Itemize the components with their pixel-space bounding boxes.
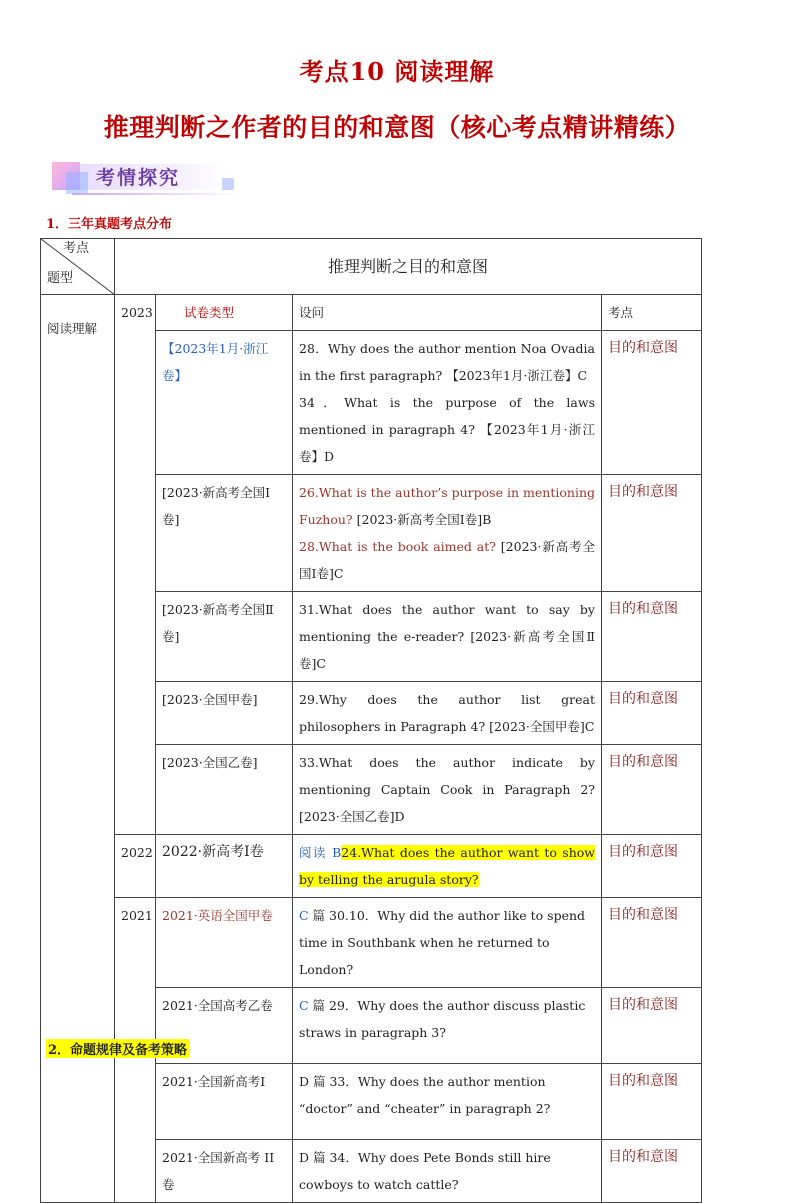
question-source: [2023·新高考全国Ⅰ卷]C bbox=[299, 539, 595, 581]
paper-cell: 2021·全国新高考 II 卷 bbox=[156, 1140, 293, 1203]
question-cell: 29.Why does the author list great philosophers in Paragraph 4? [2023·全国甲卷]C bbox=[293, 682, 602, 745]
year-2022: 2022 bbox=[115, 835, 156, 898]
point-cell: 目的和意图 bbox=[602, 1064, 702, 1140]
paper-cell: 2021·全国高考乙卷 bbox=[156, 988, 293, 1064]
point-cell: 目的和意图 bbox=[602, 592, 702, 682]
question-text: 28．Why does the author mention Noa Ovadia in the first paragraph? 【2023年1月·浙江卷】C bbox=[299, 341, 595, 383]
question-cell: D 篇 34．Why does Pete Bonds still hire cowboys to watch cattle? bbox=[293, 1140, 602, 1203]
question-cell: 33.What does the author indicate by mentioning Captain Cook in Paragraph 2? [2023·全国乙卷]D bbox=[293, 745, 602, 835]
paper-cell: [2023·全国甲卷] bbox=[156, 682, 293, 745]
point-cell: 目的和意图 bbox=[602, 1140, 702, 1203]
corner-label-type: 题型 bbox=[47, 271, 74, 286]
corner-label-point: 考点 bbox=[63, 241, 90, 256]
col-header-question: 设问 bbox=[293, 295, 602, 331]
paper-cell: [2023·全国乙卷] bbox=[156, 745, 293, 835]
question-stem-highlighted: 24.What does the author want to show by telling the arugula story? bbox=[299, 845, 595, 887]
point-cell: 目的和意图 bbox=[602, 745, 702, 835]
question-stem: 26.What is the author’s purpose in mentioning Fuzhou? bbox=[299, 485, 595, 527]
banner-label: 考情探究 bbox=[96, 167, 181, 189]
point-cell: 目的和意图 bbox=[602, 898, 702, 988]
question-stem: 篇 29．Why does the author discuss plastic straws in paragraph 3? bbox=[299, 998, 586, 1040]
question-text bbox=[299, 533, 595, 587]
col-header-paper: 试卷类型 bbox=[156, 295, 293, 331]
question-cell bbox=[293, 331, 602, 475]
point-cell: 目的和意图 bbox=[602, 682, 702, 745]
page-subtitle: 推理判断之作者的目的和意图（核心考点精讲精练） bbox=[103, 113, 691, 142]
question-cell bbox=[293, 835, 602, 898]
section-banner bbox=[52, 160, 237, 196]
corner-header-cell bbox=[41, 239, 115, 295]
paper-cell: [2023·新高考全国Ⅱ卷] bbox=[156, 592, 293, 682]
section-heading-strategy: 2．命题规律及备考策略 bbox=[46, 1039, 189, 1058]
exam-distribution-table bbox=[40, 238, 702, 1203]
paper-cell: 【2023年1月·浙江卷】 bbox=[156, 331, 293, 475]
point-cell: 目的和意图 bbox=[602, 475, 702, 592]
question-cell: D 篇 33．Why does the author mention “doctor” and “cheater” in paragraph 2? bbox=[293, 1064, 602, 1140]
question-stem: 28.What is the book aimed at? bbox=[299, 539, 496, 554]
question-prefix: C bbox=[299, 998, 309, 1013]
question-cell bbox=[293, 988, 602, 1064]
question-stem: 篇 30.10．Why did the author like to spend time in Southbank when he returned to London? bbox=[299, 908, 586, 977]
banner-square-icon bbox=[222, 178, 234, 190]
paper-cell: 2021·英语全国甲卷 bbox=[156, 898, 293, 988]
question-text bbox=[299, 479, 595, 533]
paper-cell: 2021·全国新高考Ⅰ bbox=[156, 1064, 293, 1140]
paper-cell: [2023·新高考全国Ⅰ卷] bbox=[156, 475, 293, 592]
year-2023: 2023 bbox=[115, 295, 156, 835]
year-2021: 2021 bbox=[115, 898, 156, 1203]
table-header-title: 推理判断之目的和意图 bbox=[115, 239, 702, 295]
paper-cell: 2022·新高考Ⅰ卷 bbox=[156, 835, 293, 898]
question-prefix: 阅读 B bbox=[299, 845, 342, 860]
banner-underline bbox=[72, 193, 242, 195]
question-text: 34．What is the purpose of the laws mentioned in paragraph 4? 【2023年1月·浙江卷】D bbox=[299, 395, 595, 464]
banner-square-icon bbox=[66, 172, 88, 194]
question-source: [2023·新高考全国Ⅰ卷]B bbox=[352, 512, 492, 527]
page-title: 考点10 阅读理解 bbox=[299, 57, 495, 86]
section-heading-distribution: 1．三年真题考点分布 bbox=[46, 217, 173, 232]
point-cell: 目的和意图 bbox=[602, 835, 702, 898]
col-header-point: 考点 bbox=[602, 295, 702, 331]
point-cell: 目的和意图 bbox=[602, 331, 702, 475]
row-label-reading: 阅读理解 bbox=[41, 295, 115, 1203]
question-prefix: C bbox=[299, 908, 309, 923]
question-cell bbox=[293, 475, 602, 592]
point-cell: 目的和意图 bbox=[602, 988, 702, 1064]
question-cell: 31.What does the author want to say by mentioning the e-reader? [2023·新高考全国Ⅱ卷]C bbox=[293, 592, 602, 682]
question-cell bbox=[293, 898, 602, 988]
